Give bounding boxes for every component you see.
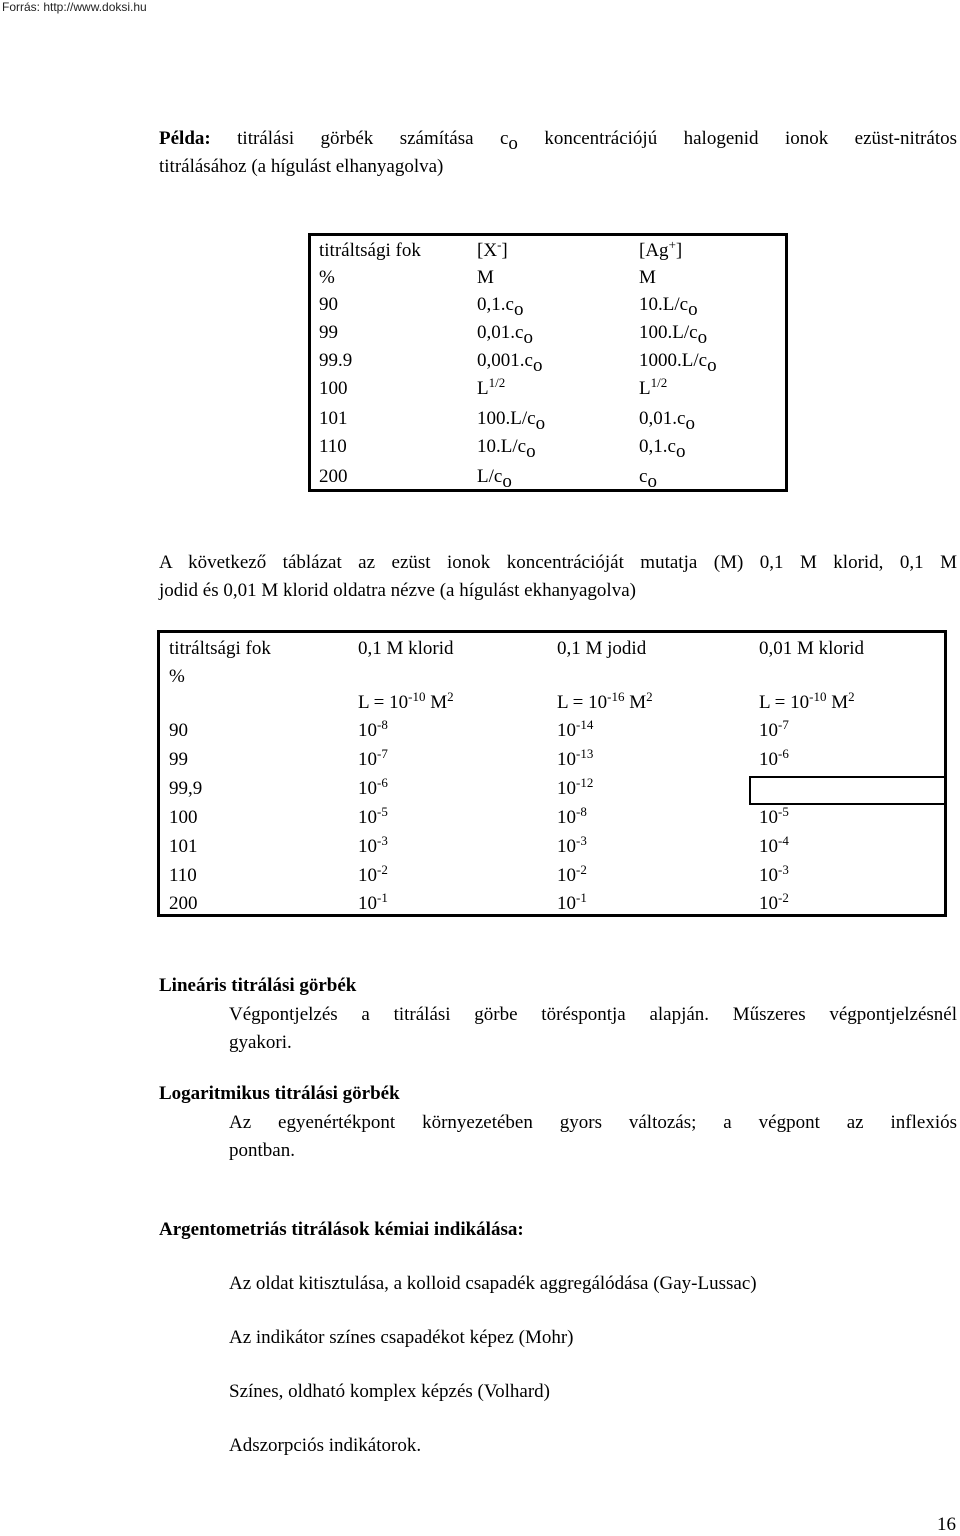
value-base: 10	[759, 749, 778, 770]
value-base: 100.L/c	[639, 322, 698, 343]
log-heading: Logaritmikus titrálási görbék	[159, 1083, 400, 1104]
table-row-value	[557, 804, 587, 829]
table-row-silver	[639, 350, 717, 376]
value-base: 10	[759, 893, 778, 914]
value-base: 0,1.c	[477, 294, 514, 315]
table-row-halide	[477, 322, 533, 348]
value-base: L	[639, 378, 651, 399]
table-row-percent: 90	[169, 720, 188, 741]
table-row-value	[759, 717, 789, 742]
value-superscript: -1	[377, 890, 388, 905]
value-subscript: o	[685, 413, 695, 434]
header-halide-label	[477, 237, 508, 262]
table-row-percent: 90	[319, 294, 338, 315]
table-row-value	[759, 833, 789, 858]
value-base: 0,001.c	[477, 350, 533, 371]
example-text-a: titrálási görbék számítása c	[237, 128, 509, 149]
value-superscript: -6	[778, 746, 789, 761]
table-row-value	[358, 804, 388, 829]
table-row-percent: 110	[169, 865, 197, 886]
value-superscript: -4	[778, 833, 789, 848]
page-number: 16	[937, 1514, 956, 1535]
value-subscript: o	[675, 441, 686, 462]
value-superscript: -14	[576, 717, 594, 732]
value-base: 10	[358, 720, 377, 741]
L-unit: M	[425, 692, 448, 713]
intro-line-1: A következő táblázat az ezüst ionok koncentrációját mutatja (M) 0,1 M klorid, 0,1 M	[159, 552, 957, 573]
example-line-1	[159, 125, 957, 153]
table-row-percent: 99	[169, 749, 188, 770]
value-base: 10	[358, 778, 377, 799]
argento-heading: Argentometriás titrálások kémiai indikálása:	[159, 1219, 524, 1240]
example-sub: o	[508, 133, 518, 154]
titration-table-1	[308, 233, 788, 492]
example-label: Példa:	[159, 128, 211, 149]
value-subscript: o	[526, 441, 536, 462]
header-charge: +	[668, 237, 676, 252]
table-row-halide	[477, 466, 512, 492]
header-silver-unit: M	[639, 267, 656, 288]
value-superscript: -1	[576, 890, 587, 905]
value-subscript: o	[532, 355, 543, 376]
header-column-name: 0,1 M klorid	[358, 638, 454, 659]
value-base: 0,01.c	[477, 322, 524, 343]
L-unit-exponent: 2	[848, 689, 855, 704]
value-base: 10	[557, 720, 576, 741]
table-row-halide	[477, 375, 506, 400]
table-row-value	[759, 862, 789, 887]
header-solubility-product	[557, 689, 653, 714]
table-row-value	[557, 833, 587, 858]
empty-cell-box	[749, 776, 947, 805]
value-base: c	[639, 466, 648, 487]
L-base: L = 10	[759, 692, 810, 713]
table-row-value	[759, 804, 789, 829]
header-column-name: 0,01 M klorid	[759, 638, 865, 659]
value-base: 0,01.c	[639, 408, 686, 429]
L-unit: M	[826, 692, 849, 713]
header-percent-label: titráltsági fok	[319, 240, 421, 261]
value-subscript: o	[647, 471, 657, 492]
table-row-value	[759, 890, 789, 915]
table-row-value	[557, 862, 587, 887]
value-base: 0,1.c	[639, 436, 676, 457]
value-superscript: -8	[576, 804, 587, 819]
linear-text	[229, 1001, 957, 1057]
value-base: 10	[358, 836, 377, 857]
value-subscript: o	[513, 299, 524, 320]
value-base: 10	[557, 865, 576, 886]
intro-line-2: jodid és 0,01 M klorid oldatra nézve (a hígulást ekhanyagolva)	[159, 580, 636, 601]
value-base: 10	[358, 807, 377, 828]
L-exponent: -10	[408, 689, 426, 704]
log-line-2: pontban.	[229, 1140, 295, 1161]
value-base: 10.L/c	[477, 436, 527, 457]
value-subscript: o	[707, 355, 717, 376]
table-row-value	[358, 833, 388, 858]
table-row-silver	[639, 466, 657, 492]
value-base: 10	[557, 893, 576, 914]
value-base: 10	[358, 865, 377, 886]
value-base: 10.L/c	[639, 294, 689, 315]
intro-paragraph	[159, 549, 957, 605]
table-row-percent: 110	[319, 436, 347, 457]
table-row-percent: 99	[319, 322, 338, 343]
value-superscript: -2	[576, 862, 587, 877]
linear-line-2: gyakori.	[229, 1032, 292, 1053]
L-unit: M	[624, 692, 647, 713]
table-row-silver	[639, 322, 708, 348]
value-subscript: o	[697, 327, 708, 348]
L-exponent: -10	[809, 689, 827, 704]
value-base: L	[477, 378, 489, 399]
L-base: L = 10	[358, 692, 409, 713]
table-row-silver	[639, 408, 695, 434]
header-percent-label: titráltsági fok	[169, 638, 271, 659]
linear-line-1: Végpontjelzés a titrálási görbe töréspontja alapján. Műszeres végpontjelzésnél	[229, 1004, 957, 1025]
L-base: L = 10	[557, 692, 608, 713]
value-superscript: -12	[576, 775, 594, 790]
value-base: 10	[759, 720, 778, 741]
table-row-value	[557, 717, 594, 742]
value-superscript: -8	[377, 717, 388, 732]
value-base: 10	[557, 807, 576, 828]
log-text	[229, 1109, 957, 1165]
table-row-value	[557, 775, 594, 800]
header-silver-label	[639, 237, 683, 262]
value-superscript: -5	[778, 804, 789, 819]
table-row-halide	[477, 350, 543, 376]
header-text: [Ag	[639, 240, 669, 261]
value-superscript: -5	[377, 804, 388, 819]
value-superscript: 1/2	[650, 375, 668, 390]
value-base: 100.L/c	[477, 408, 536, 429]
table-row-percent: 101	[319, 408, 348, 429]
table-row-value	[358, 775, 388, 800]
table-row-value	[759, 746, 789, 771]
L-exponent: -16	[607, 689, 625, 704]
value-superscript: -3	[576, 833, 587, 848]
value-superscript: -6	[377, 775, 388, 790]
argento-item-4: Adszorpciós indikátorok.	[229, 1435, 422, 1456]
header-charge: -	[497, 237, 502, 252]
value-base: 10	[358, 893, 377, 914]
header-solubility-product	[358, 689, 454, 714]
value-superscript: -7	[778, 717, 789, 732]
value-base: 1000.L/c	[639, 350, 708, 371]
linear-heading: Lineáris titrálási görbék	[159, 975, 357, 996]
table-row-percent: 99,9	[169, 778, 203, 799]
value-subscript: o	[502, 471, 512, 492]
value-subscript: o	[523, 327, 533, 348]
header-bracket: ]	[675, 240, 683, 261]
source-label: Forrás: http://www.doksi.hu	[2, 0, 147, 14]
header-solubility-product	[759, 689, 855, 714]
table-row-silver	[639, 375, 668, 400]
value-base: L/c	[477, 466, 503, 487]
table-row-value	[358, 862, 388, 887]
table-row-percent: 99.9	[319, 350, 353, 371]
value-base: 10	[358, 749, 377, 770]
L-unit-exponent: 2	[646, 689, 653, 704]
table-row-percent: 200	[169, 893, 198, 914]
argento-item-3: Színes, oldható komplex képzés (Volhard)	[229, 1381, 550, 1402]
table-row-percent: 100	[169, 807, 198, 828]
value-base: 10	[759, 836, 778, 857]
L-unit-exponent: 2	[447, 689, 454, 704]
header-text: [X	[477, 240, 498, 261]
header-percent-unit: %	[169, 666, 185, 687]
value-base: 10	[759, 865, 778, 886]
example-text-b: koncentrációjú halogenid ionok ezüst-nitrátos	[517, 128, 957, 149]
value-superscript: 1/2	[488, 375, 506, 390]
log-line-1: Az egyenértékpont környezetében gyors változás; a végpont az inflexiós	[229, 1112, 957, 1133]
value-superscript: -2	[778, 890, 789, 905]
table-row-halide	[477, 294, 524, 320]
table-row-percent: 200	[319, 466, 348, 487]
header-bracket: ]	[501, 240, 508, 261]
table-row-halide	[477, 436, 536, 462]
value-superscript: -3	[778, 862, 789, 877]
value-superscript: -13	[576, 746, 594, 761]
table-row-halide	[477, 408, 546, 434]
header-percent-unit: %	[319, 267, 335, 288]
table-row-silver	[639, 294, 698, 320]
value-base: 10	[557, 836, 576, 857]
example-paragraph	[159, 125, 957, 181]
silver-concentration-table	[157, 630, 947, 917]
header-column-name: 0,1 M jodid	[557, 638, 647, 659]
value-subscript: o	[535, 413, 546, 434]
table-row-percent: 100	[319, 378, 348, 399]
table-row-value	[358, 746, 388, 771]
table-row-value	[358, 890, 388, 915]
value-superscript: -7	[377, 746, 388, 761]
argento-item-2: Az indikátor színes csapadékot képez (Mohr)	[229, 1327, 574, 1348]
value-superscript: -2	[377, 862, 388, 877]
example-line-2: titrálásához (a hígulást elhanyagolva)	[159, 156, 444, 177]
table-row-value	[557, 746, 594, 771]
value-superscript: -3	[377, 833, 388, 848]
table-row-value	[358, 717, 388, 742]
value-base: 10	[557, 749, 576, 770]
table-row-percent: 101	[169, 836, 198, 857]
table-row-silver	[639, 436, 686, 462]
table-row-value	[557, 890, 587, 915]
value-subscript: o	[688, 299, 698, 320]
argento-item-1: Az oldat kitisztulása, a kolloid csapadék aggregálódása (Gay-Lussac)	[229, 1273, 757, 1294]
value-base: 10	[557, 778, 576, 799]
value-base: 10	[759, 807, 778, 828]
header-halide-unit: M	[477, 267, 494, 288]
